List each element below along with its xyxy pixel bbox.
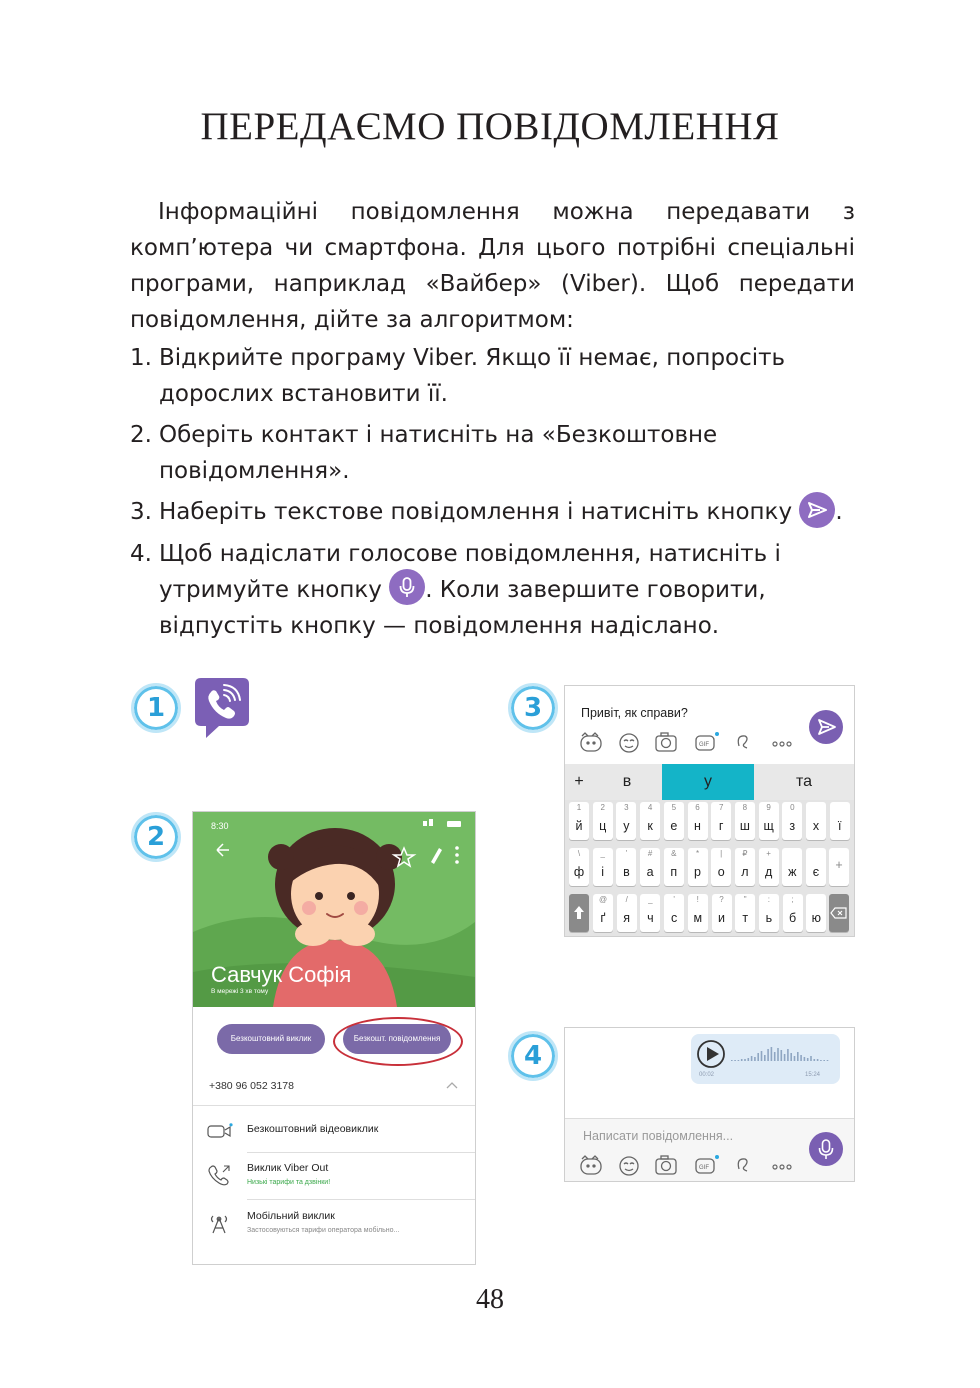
key-secondary: ! <box>696 895 699 904</box>
chat-toolbar <box>579 1153 809 1177</box>
step-item <box>130 340 855 412</box>
key-primary: х <box>812 819 820 833</box>
waveform-bar <box>757 1053 759 1061</box>
microphone-icon <box>389 569 425 605</box>
step-text: Відкрийте програму Viber. Якщо її немає, попросіть дорослих встановити її. <box>159 345 786 407</box>
waveform-bar <box>820 1060 822 1061</box>
voice-start-time: 00:02 <box>699 1072 715 1078</box>
divider <box>247 1199 475 1200</box>
chat-toolbar <box>579 730 809 754</box>
key-primary: ш <box>739 819 750 833</box>
highlight-ring <box>333 1017 463 1066</box>
key-primary: ю <box>811 911 821 925</box>
waveform-bar <box>810 1056 812 1061</box>
key-primary: р <box>694 865 701 879</box>
keyboard-key[interactable] <box>712 894 732 932</box>
send-icon <box>809 710 843 744</box>
keyboard-key[interactable] <box>759 802 779 840</box>
key-secondary: 7 <box>718 803 724 812</box>
keyboard-key[interactable] <box>711 802 731 840</box>
keyboard-key[interactable] <box>664 894 684 932</box>
step-item <box>130 417 855 489</box>
waveform-bar <box>817 1059 819 1061</box>
divider <box>247 1152 475 1153</box>
keyboard-key[interactable] <box>688 894 708 932</box>
key-primary: б <box>789 911 797 925</box>
keyboard-key[interactable] <box>664 848 684 886</box>
keyboard-key[interactable] <box>782 802 802 840</box>
viber-logo-icon <box>193 676 251 744</box>
keyboard-key[interactable] <box>783 894 803 932</box>
key-secondary: + <box>766 849 771 858</box>
voice-time: 15:24 <box>805 1072 821 1078</box>
key-secondary: 1 <box>576 803 582 812</box>
waveform-bar <box>827 1060 829 1061</box>
step-text: Оберіть контакт і натисніть на «Безкоштовне повідомлення». <box>159 422 718 484</box>
svg-text:GIF: GIF <box>699 1165 709 1171</box>
key-primary: і <box>601 865 605 879</box>
waveform-bar <box>767 1049 769 1061</box>
waveform-bar <box>754 1057 756 1061</box>
keyboard <box>565 800 854 936</box>
key-secondary: ? <box>719 895 724 904</box>
key-primary: п <box>670 865 678 879</box>
suggestion-item[interactable]: + <box>574 773 584 790</box>
keyboard-key[interactable] <box>640 894 660 932</box>
waveform-bar <box>751 1056 753 1061</box>
status-time: 8:30 <box>211 821 229 831</box>
key-primary: ф <box>573 865 585 879</box>
keyboard-key[interactable] <box>711 848 731 886</box>
key-primary: ґ <box>600 911 606 925</box>
keyboard-key[interactable] <box>640 802 660 840</box>
backspace-icon <box>829 894 849 932</box>
microphone-button[interactable] <box>809 1132 843 1166</box>
key-primary: с <box>670 911 678 925</box>
keyboard-key[interactable] <box>735 848 755 886</box>
suggestion-bar <box>565 764 854 800</box>
waveform-bar <box>771 1047 773 1061</box>
waveform-bar <box>823 1060 825 1061</box>
key-primary: г <box>718 819 724 833</box>
key-secondary: 6 <box>695 803 700 812</box>
chat-keyboard-screen <box>564 685 855 937</box>
keyboard-key[interactable] <box>688 848 708 886</box>
steps-list <box>130 340 855 649</box>
key-primary: я <box>623 911 631 925</box>
step-text-end: . Коли завершите говорити, відпустіть кнопку — повідомлення надіслано. <box>159 576 766 639</box>
waveform-bar <box>738 1060 740 1061</box>
step-badge-2: 2 <box>131 812 181 862</box>
suggestion-item[interactable]: та <box>795 773 813 790</box>
enter-key[interactable]: + <box>829 848 849 886</box>
key-primary: ї <box>837 819 842 833</box>
message-input-bar <box>565 1118 854 1182</box>
intro-text: Інформаційні повідомлення можна передавати з комп’ютера чи смартфона. Для цього потрібні спеціальні програми, наприклад «Вайбер» (Viber). Щоб передати повідомлення, дійте за алгоритмом: <box>130 199 855 333</box>
key-secondary: : <box>767 895 770 904</box>
waveform-bar <box>761 1051 763 1061</box>
microphone-icon <box>809 1132 843 1166</box>
keyboard-key[interactable] <box>735 802 755 840</box>
waveform-bar <box>784 1054 786 1061</box>
key-secondary: 0 <box>790 803 795 812</box>
key-primary: ц <box>599 819 607 833</box>
waveform-bar <box>794 1056 796 1061</box>
key-primary: у <box>623 819 630 833</box>
key-primary: м <box>693 911 703 925</box>
backspace-key[interactable] <box>829 894 849 932</box>
step-text: Наберіть текстове повідомлення і натисніть кнопку <box>159 499 793 525</box>
key-secondary: & <box>671 849 677 858</box>
keyboard-key[interactable] <box>806 802 826 840</box>
waveform-bar <box>814 1059 816 1061</box>
message-input[interactable]: Написати повідомлення... <box>583 1129 734 1143</box>
key-primary: ж <box>788 865 797 879</box>
option-sub: Низькі тарифи та дзвінки! <box>247 1179 331 1186</box>
key-primary: о <box>717 865 725 879</box>
option-label[interactable]: Безкоштовний відеовиклик <box>247 1123 379 1135</box>
key-primary: з <box>789 819 796 833</box>
key-primary: а <box>646 865 654 879</box>
step-badge-3: 3 <box>508 683 558 733</box>
chevron-up-icon[interactable] <box>445 1080 459 1090</box>
keyboard-key[interactable] <box>617 894 637 932</box>
keyboard-key[interactable] <box>593 848 613 886</box>
key-secondary: _ <box>648 895 653 904</box>
keyboard-key[interactable] <box>782 848 802 886</box>
keyboard-key[interactable] <box>830 802 850 840</box>
step-number: 1. <box>130 345 152 371</box>
waveform-bar <box>804 1057 806 1061</box>
keyboard-key[interactable] <box>735 894 755 932</box>
key-primary: д <box>764 865 773 879</box>
step-badge-1: 1 <box>131 683 181 733</box>
phone-number: +380 96 052 3178 <box>209 1080 294 1092</box>
intro-paragraph <box>130 194 855 338</box>
key-primary: е <box>670 819 678 833</box>
key-secondary: * <box>695 849 700 858</box>
keyboard-key[interactable] <box>640 848 660 886</box>
video-camera-icon <box>207 1123 233 1144</box>
key-secondary: \ <box>577 849 581 858</box>
free-message-button[interactable]: Безкошт. повідомлення <box>343 1024 451 1054</box>
key-primary: щ <box>763 819 774 833</box>
voice-message-screen <box>564 1027 855 1182</box>
waveform-bar <box>787 1049 789 1061</box>
suggestion-item-selected[interactable]: у <box>662 764 754 800</box>
key-secondary: 9 <box>766 803 771 812</box>
key-primary: в <box>623 865 630 879</box>
step-text-end: . <box>835 499 843 525</box>
keyboard-key[interactable] <box>688 802 708 840</box>
keyboard-key[interactable] <box>759 894 779 932</box>
key-secondary: 4 <box>647 803 653 812</box>
step-item <box>130 494 855 531</box>
waveform-bar <box>741 1059 743 1061</box>
key-primary: ь <box>765 911 773 925</box>
waveform-bar <box>774 1052 776 1061</box>
key-primary: й <box>575 819 583 833</box>
shift-key[interactable] <box>569 894 589 932</box>
shift-arrow-icon <box>569 894 589 932</box>
contact-name: Савчук Софія <box>211 962 352 987</box>
waveform-bar <box>734 1060 736 1061</box>
page-title: ПЕРЕДАЄМО ПОВІДОМЛЕННЯ <box>200 105 780 148</box>
divider <box>193 1105 475 1106</box>
key-secondary: ' <box>625 849 628 858</box>
key-secondary: 3 <box>624 803 629 812</box>
step-item <box>130 536 855 645</box>
free-call-button[interactable]: Безкоштовний виклик <box>217 1024 325 1054</box>
phone-out-icon <box>207 1164 231 1191</box>
waveform-bar <box>744 1059 746 1061</box>
keyboard-key[interactable] <box>569 802 589 840</box>
keyboard-key[interactable] <box>664 802 684 840</box>
keyboard-key[interactable] <box>593 802 613 840</box>
waveform-bar <box>777 1048 779 1061</box>
contact-status: В мережі 3 хв тому <box>211 988 269 995</box>
send-icon <box>799 492 835 528</box>
option-label[interactable]: Мобільний виклик <box>247 1210 335 1222</box>
key-secondary: # <box>647 849 653 858</box>
step-badge-4: 4 <box>508 1031 558 1081</box>
waveform-bar <box>790 1053 792 1061</box>
key-secondary: ; <box>791 895 794 904</box>
keyboard-key[interactable] <box>593 894 613 932</box>
key-primary: т <box>742 911 749 925</box>
key-primary: н <box>694 819 701 833</box>
step-number: 3. <box>130 499 152 525</box>
waveform-bar <box>764 1055 766 1061</box>
keyboard-key[interactable] <box>806 894 826 932</box>
key-secondary: ₽ <box>742 849 748 858</box>
waveform-bar <box>797 1052 799 1061</box>
key-primary: л <box>741 865 749 879</box>
antenna-icon <box>207 1212 231 1239</box>
step-number: 4. <box>130 540 152 567</box>
key-secondary: " <box>743 895 747 904</box>
step-text: Щоб надіслати голосове повідомлення, натисніть і утримуйте кнопку <box>159 540 781 603</box>
contact-screen <box>192 811 476 1265</box>
suggestion-item[interactable]: в <box>622 773 632 790</box>
keyboard-key[interactable] <box>759 848 779 886</box>
key-primary: ч <box>647 911 654 925</box>
keyboard-key[interactable] <box>616 802 636 840</box>
key-secondary: 5 <box>671 803 677 812</box>
waveform-bar <box>748 1058 750 1061</box>
key-secondary: / <box>625 895 628 904</box>
keyboard-key[interactable] <box>616 848 636 886</box>
key-secondary: | <box>720 849 723 858</box>
svg-text:GIF: GIF <box>699 742 709 748</box>
waveform-bar <box>731 1060 733 1061</box>
key-secondary: _ <box>600 849 605 858</box>
contact-hero <box>193 812 475 1007</box>
key-secondary: @ <box>598 895 608 904</box>
option-sub: Застосовуються тарифи оператора мобільно... <box>247 1227 400 1234</box>
keyboard-key[interactable] <box>569 848 589 886</box>
waveform-bar <box>800 1055 802 1061</box>
page-number: 48 <box>476 1284 504 1315</box>
waveform-bar <box>807 1058 809 1061</box>
voice-message-bubble <box>691 1034 840 1084</box>
option-label[interactable]: Виклик Viber Out <box>247 1162 329 1174</box>
key-primary: и <box>718 911 725 925</box>
waveform-bar <box>781 1050 783 1061</box>
keyboard-key[interactable] <box>806 848 826 886</box>
key-secondary: 8 <box>742 803 748 812</box>
message-input[interactable]: Привіт, як справи? <box>581 706 688 720</box>
send-button[interactable] <box>809 710 843 744</box>
step-number: 2. <box>130 422 152 448</box>
key-secondary: ' <box>673 895 675 904</box>
key-primary: к <box>647 819 653 833</box>
key-primary: є <box>812 865 820 879</box>
key-secondary: 2 <box>600 803 605 812</box>
